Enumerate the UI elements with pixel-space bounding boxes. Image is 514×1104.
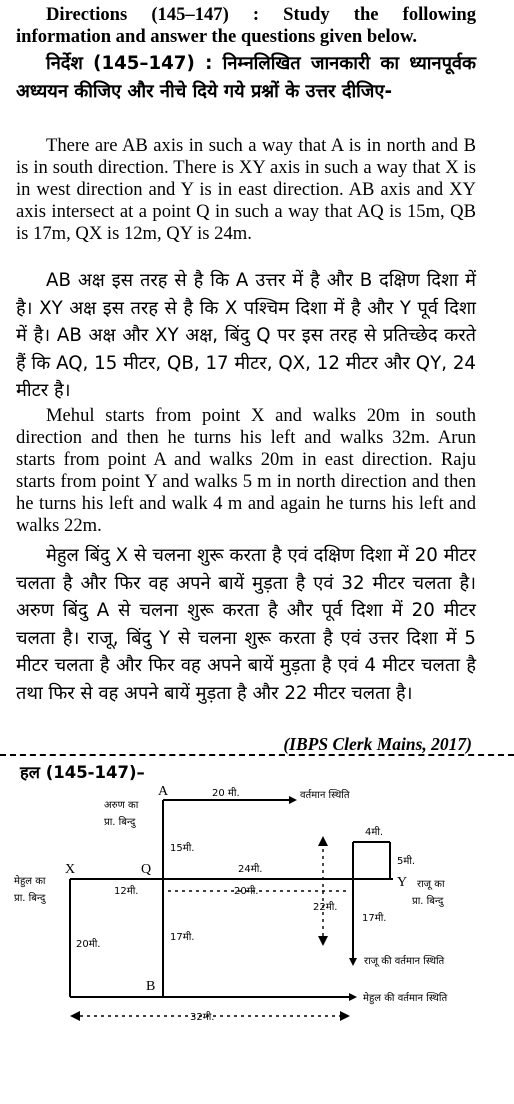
aq-distance-label: 15मी. [170,843,195,854]
direction-diagram [0,780,514,1040]
arrow-left-icon [70,1011,80,1021]
directions-english [16,4,476,48]
mehul-current-label: मेहुल की वर्तमान स्थिति [363,993,448,1004]
arrow-down-icon [318,936,328,946]
directions-hindi [16,50,476,105]
axes-paragraph-hindi [16,267,476,405]
walks-paragraph-english [16,405,476,536]
point-b-label: B [146,979,156,994]
raju-left-distance-label: 4मी. [365,827,384,838]
para2-en-text: Mehul starts from point X and walks 20m in south direction and then he turns his left and walks 32m. Arun starts from point A and walks 20m in east direction. Raju starts from point Y and walks 5 m in north direction and then he turns his left and walk 4 m and again he turns his left and walks 22m. [16,405,476,536]
point-a-label: A [158,784,169,799]
arrow-right-icon [340,1011,350,1021]
mehul-start-label-1: मेहुल का [14,876,46,887]
y-17m-label: 17मी. [362,913,387,924]
raju-start-label-2: प्रा. बिन्दु [412,896,444,907]
raju-start-label-1: राजू का [417,879,445,890]
bottom-32m-label: 32मी. [190,1012,215,1023]
solution-heading: हल (145-147)– [20,763,145,782]
mehul-start-label-2: प्रा. बिन्दु [14,893,46,904]
arun-walk-label: 20 मी. [212,788,240,799]
mehul-south-distance-label: 20मी. [76,939,101,950]
para1-en-text: There are AB axis in such a way that A is in north and B is in south direction. There is XY axis in such a way that X is in west direction and Y is in east direction. AB axis and XY axis intersect at a point Q in such a way that AQ is 15m, QB is 17m, QX is 12m, QY is 24m. [16,135,476,244]
axes-paragraph-english [16,135,476,245]
raju-north-distance-label: 5मी. [397,856,416,867]
para1-hi-text: AB अक्ष इस तरह से है कि A उत्तर में है और B दक्षिण दिशा में है। XY अक्ष इस तरह से है कि X पश्चिम दिशा में है और Y पूर्व दिशा में है। AB अक्ष और XY अक्ष, बिंदु Q पर इस तरह से प्रतिच्छेद करते हैं कि AQ, 15 मीटर, QB, 17 मीटर, QX, 12 मीटर और QY, 24 मीटर है। [16,270,476,401]
qy-distance-label: 24मी. [238,864,263,875]
arun-start-label-1: अरुण का [104,800,139,811]
section-divider [0,754,514,756]
qx-distance-label: 12मी. [114,886,139,897]
raju-current-label: राजू की वर्तमान स्थिति [364,956,445,967]
directions-hi-text: निर्देश (145–147) : निम्नलिखित जानकारी का ध्यानपूर्वक अध्ययन कीजिए और नीचे दिये गये प्रश्नों के उत्तर दीजिए- [16,53,476,102]
point-x-label: X [65,862,76,877]
point-y-label: Y [397,875,408,890]
point-q-label: Q [141,862,152,877]
qb-distance-label: 17मी. [170,932,195,943]
raju-22m-label: 22मी. [313,902,338,913]
arrow-up-icon [318,836,328,846]
arun-current-label: वर्तमान स्थिति [300,790,350,801]
arun-start-label-2: प्रा. बिन्दु [104,817,136,828]
mid-20m-label: 20मी. [234,886,259,897]
para2-hi-text: मेहुल बिंदु X से चलना शुरू करता है एवं दक्षिण दिशा में 20 मीटर चलता है और फिर वह अपने बायें मुड़ता है एवं 32 मीटर चलता है। अरुण बिंदु A से चलना शुरू करता है और पूर्व दिशा में 20 मीटर चलता है। राजू, बिंदु Y से चलना शुरू करता है एवं उत्तर दिशा में 5 मीटर चलता है और फिर वह अपने बायें मुड़ता है एवं 4 मीटर चलता है तथा फिर से वह अपने बायें मुड़ता है और 22 मीटर चलता है। [16,545,476,704]
walks-paragraph-hindi [16,542,476,707]
exam-source: (IBPS Clerk Mains, 2017) [283,734,472,754]
directions-en-text: Directions (145–147) : Study the following information and answer the questions given below. [16,4,476,47]
